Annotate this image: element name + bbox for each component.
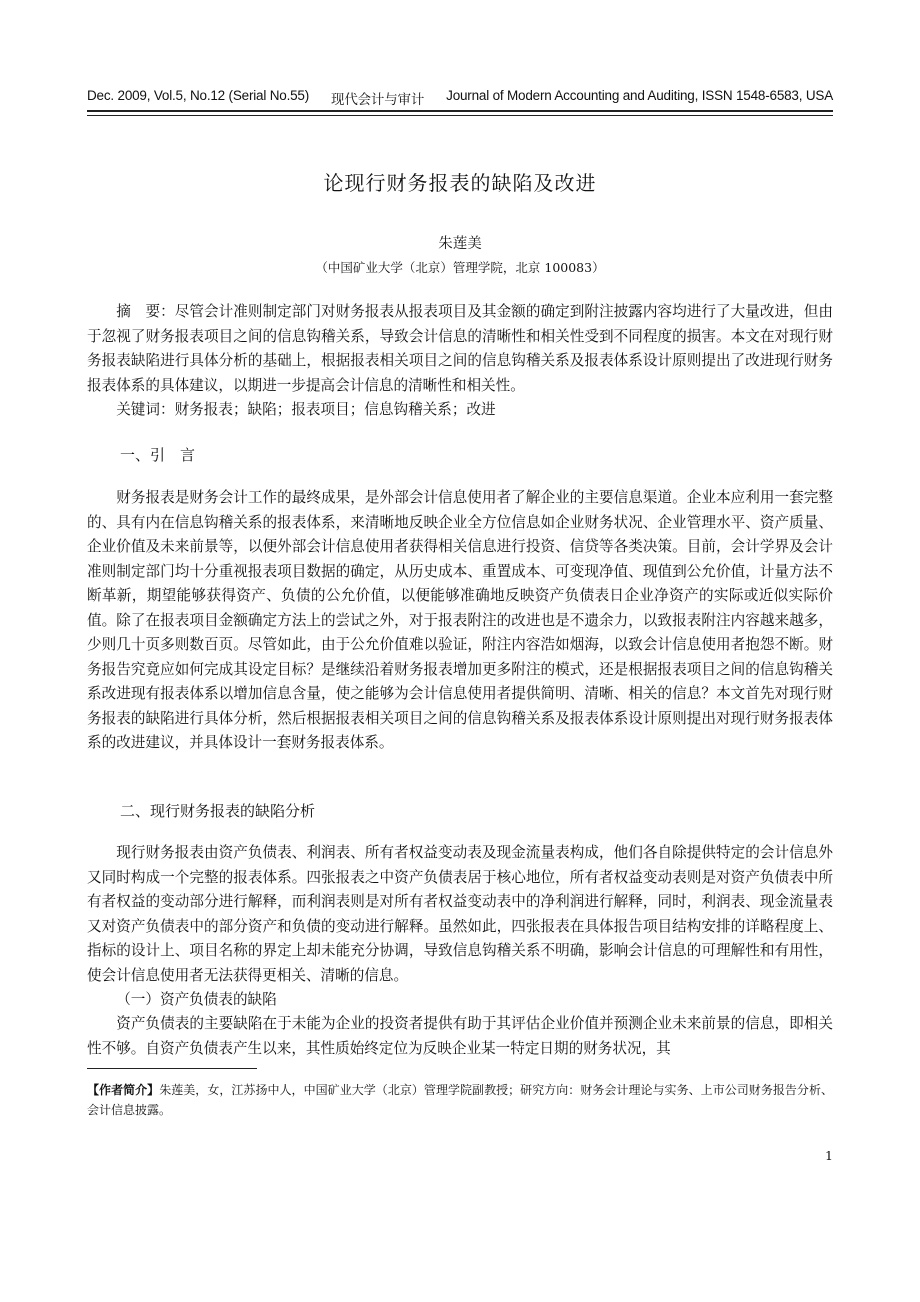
subsection-heading-balance-sheet: （一）资产负债表的缺陷 xyxy=(116,991,277,1008)
section-heading-introduction: 一、引 言 xyxy=(120,446,196,464)
footnote-text: 朱莲美，女，江苏扬中人，中国矿业大学（北京）管理学院副教授；研究方向：财务会计理论与实务、上市公司财务报告分析、会计信息披露。 xyxy=(87,1083,833,1117)
balance-sheet-paragraph: 资产负债表的主要缺陷在于未能为企业的投资者提供有助于其评估企业价值并预测企业未来前景的信息，即相关性不够。自资产负债表产生以来，其性质始终定位为反映企业某一特定日期的财务状况，其 xyxy=(87,1015,833,1057)
journal-name-cn: 现代会计与审计 xyxy=(331,92,425,107)
paper-title: 论现行财务报表的缺陷及改进 xyxy=(323,171,597,195)
page-number: 1 xyxy=(825,1148,833,1163)
intro-paragraph: 财务报表是财务会计工作的最终成果，是外部会计信息使用者了解企业的主要信息渠道。企业本应利用一套完整的、具有内在信息钩稽关系的报表体系，来清晰地反映企业全方位信息如企业财务状况、企业管理水平、资产质量、企业价值及未来前景等，以便外部会计信息使用者获得相关信息进行投资、信贷等各类决策。目前，会计学界及会计准则制定部门均十分重视报表项目数据的确定，从历史成本、重置成本、可变现净值、现值到公允价值，计量方法不断革新，期望能够获得资产、负债的公允价值，以便能够准确地反映资产负债表日企业净资产的实际或近似实际价值。除了在报表项目金额确定方法上的尝试之外，对于报表附注的改进也是不遗余力，以致报表附注内容越来越多，少则几十页多则数百页。尽管如此，由于公允价值难以验证，附注内容浩如烟海，以致会计信息使用者抱怨不断。财务报告究竟应如何完成其设定目标？是继续沿着财务报表增加更多附注的模式，还是根据报表项目之间的信息钩稽关系改进现有报表体系以增加信息含量，使之能够为会计信息使用者提供简明、清晰、相关的信息？本文首先对现行财务报表的缺陷进行具体分析，然后根据报表相关项目之间的信息钩稽关系及报表体系设计原则提出对现行财务报表体系的改进建议，并具体设计一套财务报表体系。 xyxy=(87,489,833,751)
footnote-label: 【作者简介】 xyxy=(87,1083,160,1097)
journal-issue: Dec. 2009, Vol.5, No.12 (Serial No.55) xyxy=(87,88,310,103)
keywords-text: 财务报表；缺陷；报表项目；信息钩稽关系；改进 xyxy=(174,401,496,418)
abstract-text: 尽管会计准则制定部门对财务报表从报表项目及其金额的确定到附注披露内容均进行了大量改进，但由于忽视了财务报表项目之间的信息钩稽关系，导致会计信息的清晰性和相关性受到不同程度的损害。本文在对现行财务报表缺陷进行具体分析的基础上，根据报表相关项目之间的信息钩稽关系及报表体系设计原则提出了改进现行财务报表体系的具体建议，以期进一步提高会计信息的清晰性和相关性。 xyxy=(87,303,833,394)
keywords-label: 关键词： xyxy=(116,401,175,418)
author-name: 朱莲美 xyxy=(438,236,482,252)
journal-name-en: Journal of Modern Accounting and Auditing, ISSN 1548-6583, USA xyxy=(446,88,833,103)
author-footnote xyxy=(87,1080,833,1120)
header-rule-thick xyxy=(87,110,833,112)
author-affiliation: （中国矿业大学（北京）管理学院，北京 100083） xyxy=(315,260,605,275)
abstract xyxy=(87,300,833,398)
running-header xyxy=(87,88,833,108)
footnote-rule xyxy=(87,1068,257,1069)
section-heading-defects: 二、现行财务报表的缺陷分析 xyxy=(120,802,316,820)
header-rule-thin xyxy=(87,115,833,116)
abstract-label: 摘 要： xyxy=(116,303,175,320)
defects-paragraph: 现行财务报表由资产负债表、利润表、所有者权益变动表及现金流量表构成，他们各自除提供特定的会计信息外又同时构成一个完整的报表体系。四张报表之中资产负债表居于核心地位，所有者权益变动表则是对资产负债表中所有者权益的变动部分进行解释，而利润表则是对所有者权益变动表中的净利润进行解释，同时，利润表、现金流量表又对资产负债表中的部分资产和负债的变动进行解释。虽然如此，四张报表在具体报告项目结构安排的详略程度上、指标的设计上、项目名称的界定上却未能充分协调，导致信息钩稽关系不明确，影响会计信息的可理解性和有用性，使会计信息使用者无法获得更相关、清晰的信息。 xyxy=(87,844,833,984)
keywords xyxy=(87,398,833,423)
